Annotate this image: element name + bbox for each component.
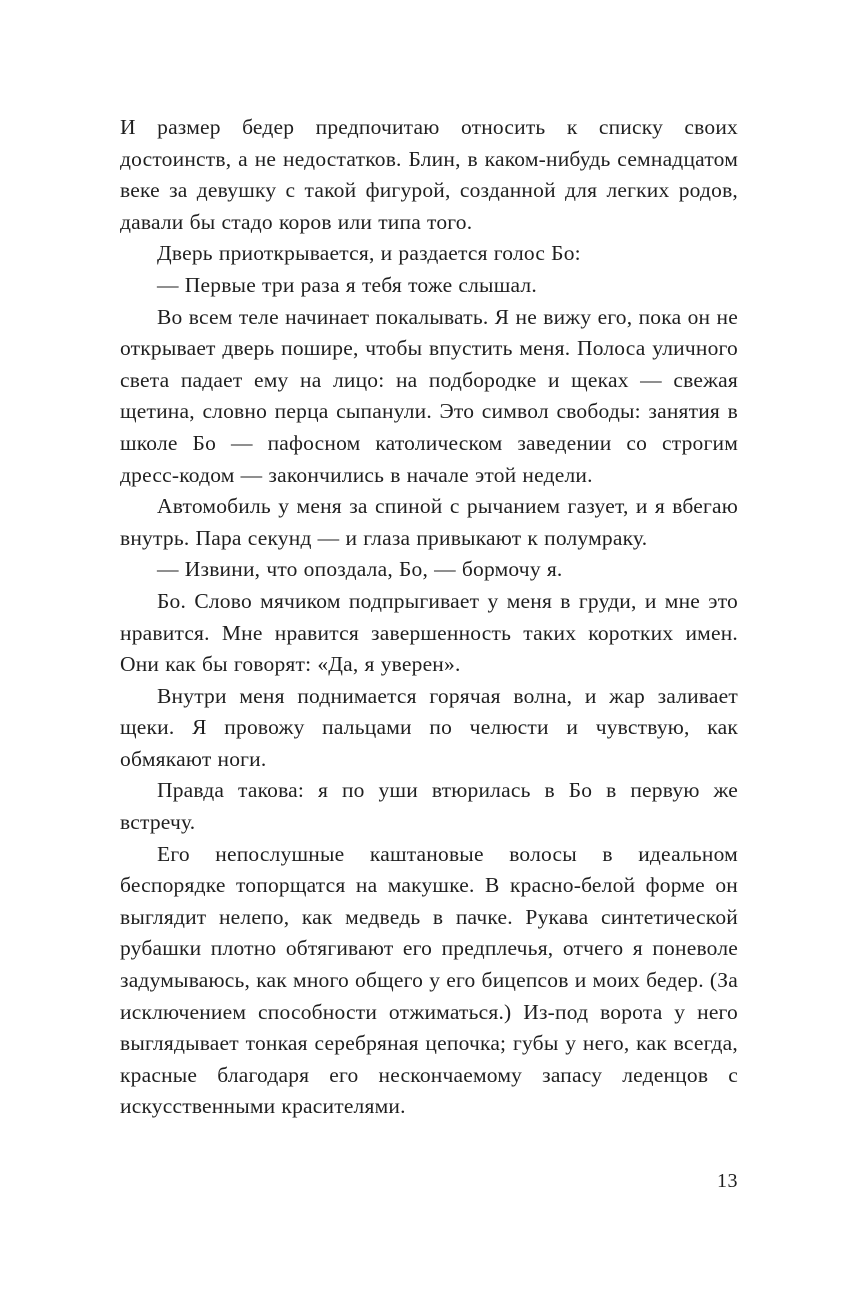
- paragraph: Во всем теле начинает покалывать. Я не вижу его, пока он не открывает дверь пошире, чтобы впустить меня. Полоса уличного света падает ему на лицо: на подбородке и щеках — свежая щетина, словно перца сыпанули. Это символ свободы: занятия в школе Бо — пафосном католическом заведении со строгим дресс-кодом — закончились в начале этой недели.: [120, 304, 738, 487]
- paragraph: — Первые три раза я тебя тоже слышал.: [157, 272, 537, 297]
- paragraph: Автомобиль у меня за спиной с рычанием газует, и я вбегаю внутрь. Пара секунд — и глаза привыкают к полумраку.: [120, 494, 738, 550]
- paragraph: И размер бедер предпочитаю относить к списку своих достоинств, а не недостатков. Блин, в каком-нибудь семнадцатом веке за девушку с такой фигурой, созданной для легких родов, давали бы стадо коров или типа того.: [120, 115, 738, 234]
- paragraph: Правда такова: я по уши втюрилась в Бо в первую же встречу.: [120, 778, 738, 835]
- page-number: 13: [717, 1170, 738, 1192]
- paragraph: Бо. Слово мячиком подпрыгивает у меня в груди, и мне это нравится. Мне нравится завершенность таких коротких имен. Они как бы говорят: «Да, я уверен».: [120, 588, 738, 677]
- paragraph: Дверь приоткрывается, и раздается голос Бо:: [157, 241, 581, 266]
- paragraph: Его непослушные каштановые волосы в идеальном беспорядке топорщатся на макушке. В красно-белой форме он выглядит нелепо, как медведь в пачке. Рукава синтетической рубашки плотно обтягивают его предплечья, отчего я поневоле задумываюсь, как много общего у его бицепсов и моих бедер. (За исключением способности отжиматься.) Из-под ворота у него выглядывает тонкая серебряная цепочка; губы у него, как всегда, красные благодаря его нескончаемому запасу леденцов с искусственными красителями.: [120, 841, 738, 1119]
- paragraph: — Извини, что опоздала, Бо, — бормочу я.: [157, 557, 563, 582]
- body-text: [120, 112, 738, 1123]
- paragraph: Внутри меня поднимается горячая волна, и жар заливает щеки. Я провожу пальцами по челюсти и чувствую, как обмякают ноги.: [120, 683, 738, 771]
